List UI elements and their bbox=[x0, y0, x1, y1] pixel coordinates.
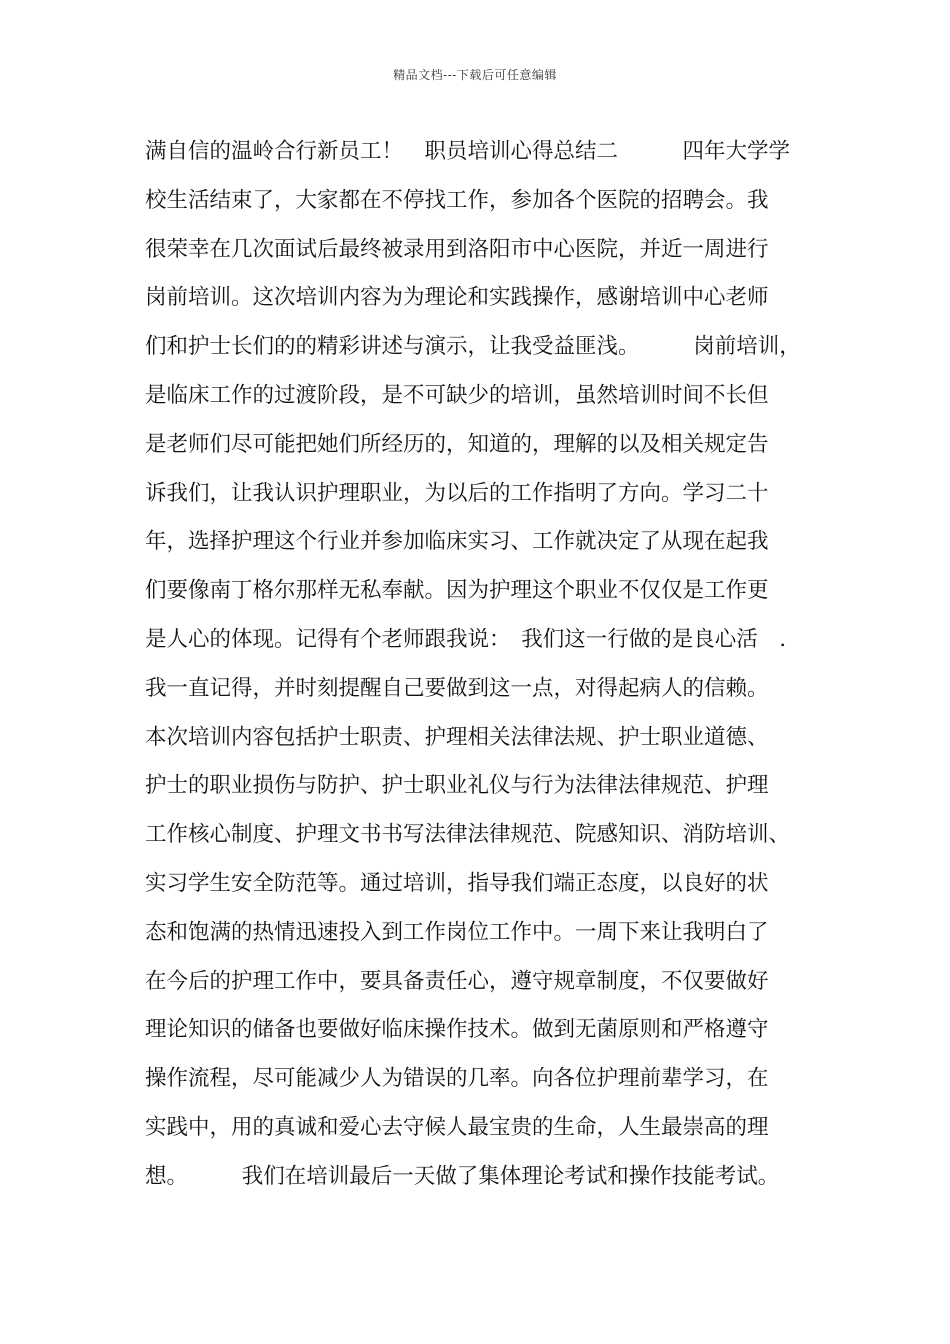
text-line-18: 在今后的护理工作中，要具备责任心，遵守规章制度，不仅要做好 bbox=[145, 968, 769, 994]
text-line-17: 态和饱满的热情迅速投入到工作岗位工作中。一周下来让我明白了 bbox=[145, 919, 769, 945]
text-line-19: 理论知识的储备也要做好临床操作技术。做到无菌原则和严格遵守 bbox=[145, 1017, 769, 1043]
text-line-20: 操作流程，尽可能减少人为错误的几率。向各位护理前辈学习，在 bbox=[145, 1066, 769, 1092]
text-line-16: 实习学生安全防范等。通过培训，指导我们端正态度，以良好的状 bbox=[145, 870, 769, 896]
text-line-1: 满自信的温岭合行新员工！ 职员培训心得总结二 四年大学学 bbox=[145, 139, 791, 164]
text-line-3: 很荣幸在几次面试后最终被录用到洛阳市中心医院，并近一周进行 bbox=[145, 236, 769, 262]
text-line-2: 校生活结束了，大家都在不停找工作，参加各个医院的招聘会。我 bbox=[145, 187, 769, 213]
text-line-15: 工作核心制度、护理文书书写法律法律规范、院感知识、消防培训、 bbox=[145, 822, 791, 848]
text-line-8: 诉我们，让我认识护理职业，为以后的工作指明了方向。学习二十 bbox=[145, 480, 769, 506]
text-line-9: 年，选择护理这个行业并参加临床实习、工作就决定了从现在起我 bbox=[145, 529, 769, 555]
text-line-12: 我一直记得，并时刻提醒自己要做到这一点，对得起病人的信赖。 bbox=[145, 675, 769, 701]
text-line-4: 岗前培训。这次培训内容为为理论和实践操作，感谢培训中心老师 bbox=[145, 285, 769, 311]
text-line-10: 们要像南丁格尔那样无私奉献。因为护理这个职业不仅仅是工作更 bbox=[145, 578, 769, 604]
page-header: 精品文档---下载后可任意编辑 bbox=[393, 68, 557, 82]
text-line-14: 护士的职业损伤与防护、护士职业礼仪与行为法律法律规范、护理 bbox=[145, 773, 769, 799]
text-line-11: 是人心的体现。记得有个老师跟我说： 我们这一行做的是良心活 . bbox=[145, 626, 787, 652]
text-line-21: 实践中，用的真诚和爱心去守候人最宝贵的生命，人生最崇高的理 bbox=[145, 1114, 769, 1140]
text-line-13: 本次培训内容包括护士职责、护理相关法律法规、护士职业道德、 bbox=[145, 724, 769, 750]
text-line-6: 是临床工作的过渡阶段，是不可缺少的培训，虽然培训时间不长但 bbox=[145, 382, 769, 408]
text-line-22: 想。 我们在培训最后一天做了集体理论考试和操作技能考试。 bbox=[145, 1163, 780, 1189]
body-text bbox=[145, 128, 810, 1202]
text-line-7: 是老师们尽可能把她们所经历的，知道的，理解的以及相关规定告 bbox=[145, 431, 769, 457]
text-line-5: 们和护士长们的的精彩讲述与演示，让我受益匪浅。 岗前培训， bbox=[145, 334, 801, 360]
